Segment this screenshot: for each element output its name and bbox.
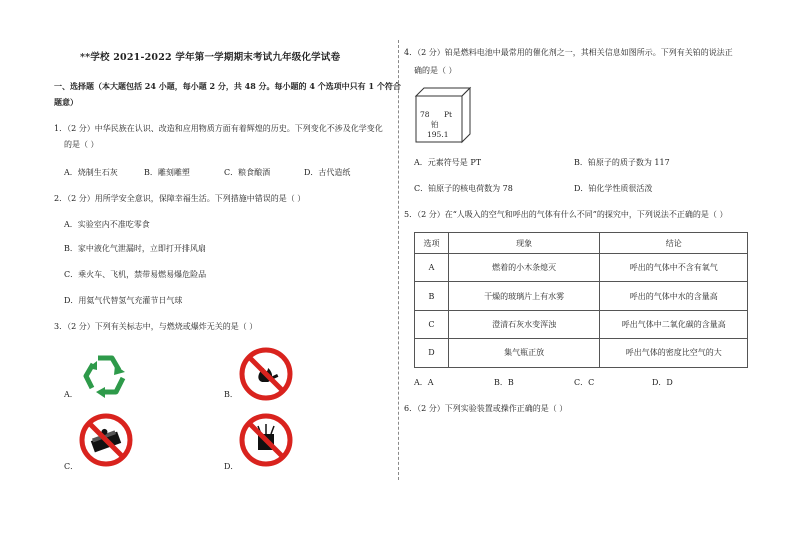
q4-stem-cont: 确的是（ ）: [414, 66, 457, 75]
q5-table: [414, 232, 748, 368]
q3-label-a: A．: [64, 390, 78, 399]
q6-stem: 6．（2 分）下列实验装置或操作正确的是（ ）: [404, 404, 568, 413]
q2-option-b: B．家中液化气泄漏时，立即打开排风扇: [64, 244, 206, 253]
table-cell: D: [415, 339, 449, 367]
table-header-row: [415, 233, 748, 254]
q4-stem: 4．（2 分）铂是燃料电池中最常用的催化剂之一，其相关信息如图所示。下列有关铂的说法正: [404, 48, 733, 57]
q3-label-d: D．: [224, 462, 239, 471]
table-cell: 呼出气体的密度比空气的大: [600, 339, 748, 367]
q4-option-c: C．铂原子的核电荷数为 78: [414, 184, 513, 193]
table-cell: 集气瓶正放: [448, 339, 600, 367]
q4-option-d: D．铂化学性质很活泼: [574, 184, 653, 193]
table-row: [415, 310, 748, 338]
q1-stem: 1．（2 分）中华民族在认识、改造和应用物质方面有着辉煌的历史。下列变化不涉及化学变化: [54, 124, 383, 133]
element-mass: 195.1: [427, 130, 449, 139]
table-cell: 澄清石灰水变浑浊: [448, 310, 600, 338]
q5-option-c: C．C: [574, 378, 595, 387]
element-name: 铂: [431, 120, 439, 129]
q1-option-a: A．烧制生石灰: [64, 168, 118, 177]
no-fire-icon: [238, 346, 294, 402]
q3-label-b: B．: [224, 390, 238, 399]
q1-option-d: D．古代造纸: [304, 168, 351, 177]
table-cell: 呼出的气体中不含有氧气: [600, 254, 748, 282]
recycle-icon: [78, 348, 132, 402]
table-row: [415, 282, 748, 310]
exam-title: **学校 2021-2022 学年第一学期期末考试九年级化学试卷: [80, 52, 341, 63]
table-cell: B: [415, 282, 449, 310]
q1-option-b: B．雕刻雕塑: [144, 168, 190, 177]
element-number: 78: [420, 110, 430, 119]
q5-stem: 5．（2 分）在“人吸入的空气和呼出的气体有什么不同”的探究中，下列说法不正确的是（ ）: [404, 210, 728, 219]
q1-option-c: C．粮食酿酒: [224, 168, 271, 177]
section-heading-cont: 题意）: [54, 97, 78, 107]
q5-option-d: D．D: [652, 378, 673, 387]
q4-option-a: A．元素符号是 PT: [414, 158, 482, 167]
column-divider: [398, 40, 399, 480]
q1-stem-cont: 的是（ ）: [64, 140, 99, 149]
table-cell: A: [415, 254, 449, 282]
q2-stem: 2．（2 分）用所学安全意识，保障幸福生活。下列措施中错误的是（ ）: [54, 194, 306, 203]
element-symbol: Pt: [444, 110, 453, 119]
q4-option-b: B．铂原子的质子数为 117: [574, 158, 670, 167]
no-matches-icon: [78, 412, 134, 468]
q5-option-b: B．B: [494, 378, 514, 387]
q2-option-a: A．实验室内不准吃零食: [64, 220, 150, 229]
q3-stem: 3．（2 分）下列有关标志中，与燃烧或爆炸无关的是（ ）: [54, 322, 258, 331]
q5-option-a: A．A: [414, 378, 434, 387]
table-header-cell: 结论: [600, 233, 748, 254]
table-header-cell: 选项: [415, 233, 449, 254]
section-heading: 一、选择题（本大题包括 24 小题，每小题 2 分，共 48 分。每小题的 4 个选项中只有 1 个符合: [54, 81, 401, 91]
table-row: [415, 254, 748, 282]
no-fireworks-icon: [238, 412, 294, 468]
table-cell: C: [415, 310, 449, 338]
table-cell: 燃着的小木条熄灭: [448, 254, 600, 282]
table-cell: 干燥的玻璃片上有水雾: [448, 282, 600, 310]
table-cell: 呼出的气体中水的含量高: [600, 282, 748, 310]
table-header-cell: 现象: [448, 233, 600, 254]
table-cell: 呼出气体中二氧化碳的含量高: [600, 310, 748, 338]
q2-option-d: D．用氦气代替氢气充灌节日气球: [64, 296, 183, 305]
table-row: [415, 339, 748, 367]
q3-label-c: C．: [64, 462, 79, 471]
q2-option-c: C．乘火车、飞机，禁带易燃易爆危险品: [64, 270, 207, 279]
